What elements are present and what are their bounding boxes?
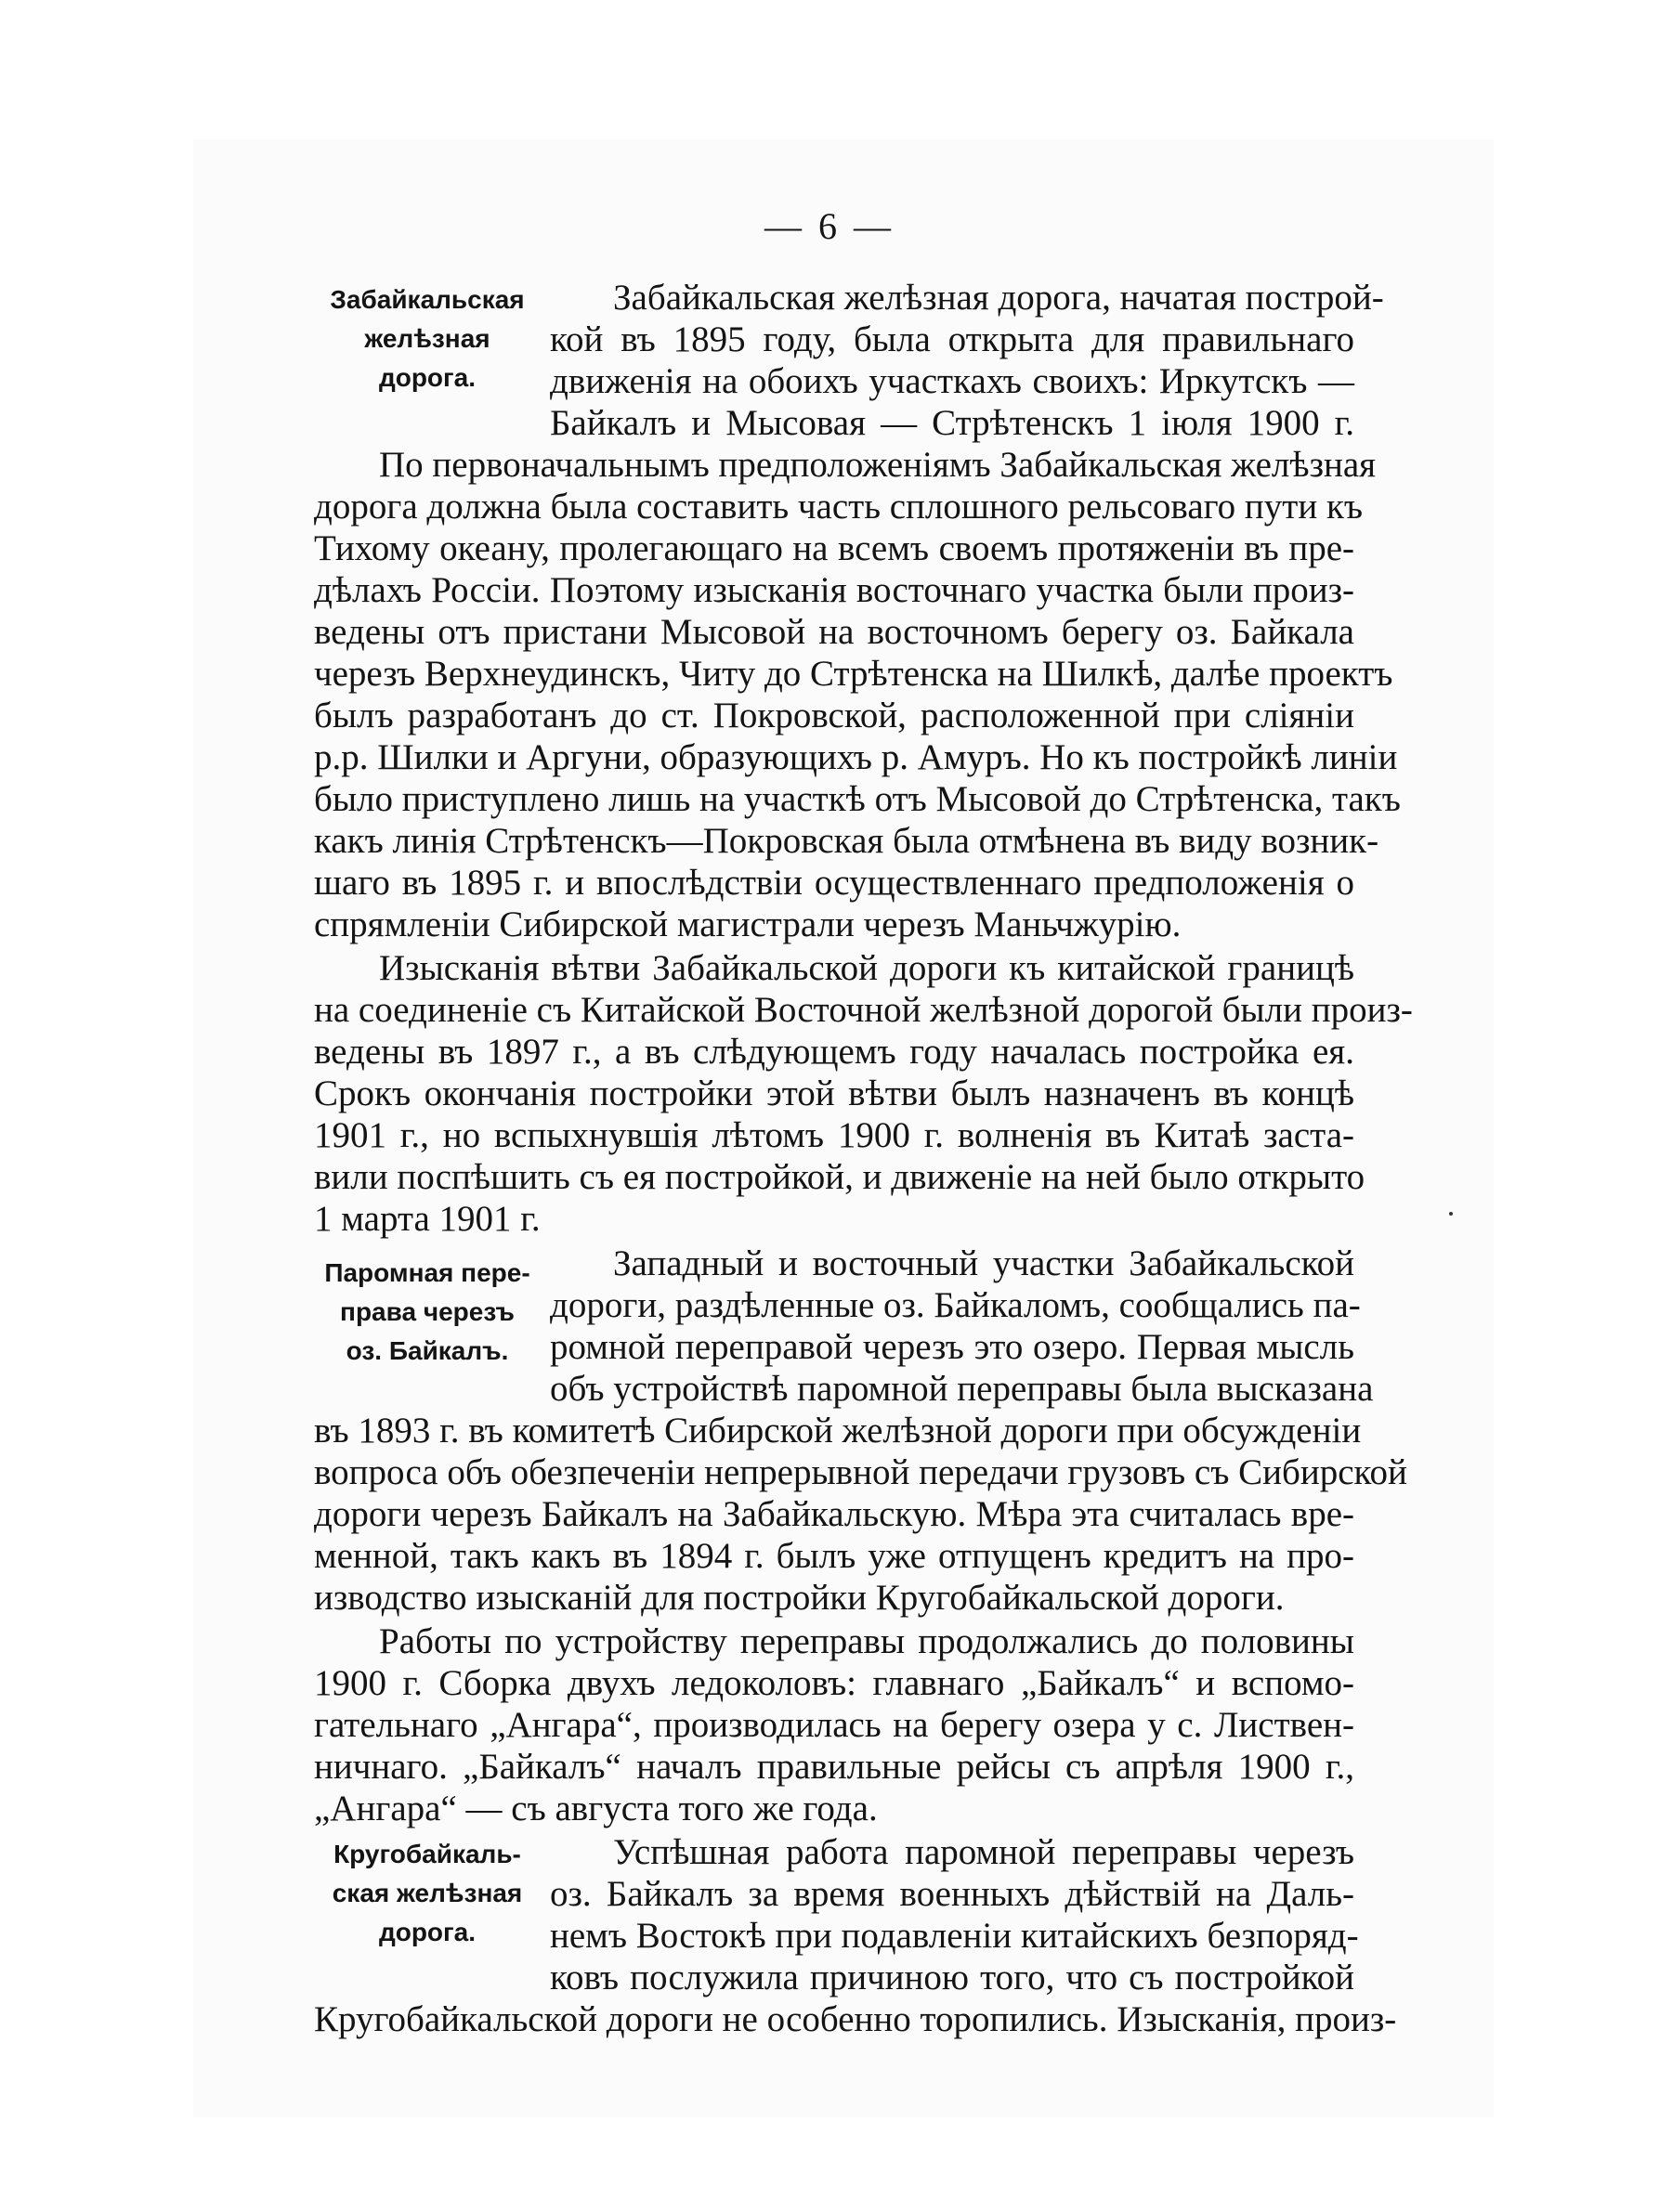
sidenote-line: ская желѣзная <box>332 1879 523 1907</box>
text-line: въ 1893 г. въ комитетѣ Сибирской желѣзной дороги при обсужденіи <box>314 1411 1362 1451</box>
text-line: Срокъ окончанія постройки этой вѣтви былъ назначенъ въ концѣ <box>314 1073 1354 1113</box>
sidenote-zabaikal-railway <box>307 280 548 397</box>
page-number: — 6 — <box>764 205 895 247</box>
text-line: движенія на обоихъ участкахъ своихъ: Иркутскъ — <box>550 361 1354 401</box>
text-line: объ устройствѣ паромной переправы была высказана <box>550 1369 1374 1409</box>
text-line: По первоначальнымъ предположеніямъ Забайкальская желѣзная <box>379 445 1377 485</box>
text-line: дѣлахъ Россіи. Поэтому изысканія восточнаго участка были произ- <box>314 570 1354 610</box>
text-line: вопроса объ обезпеченіи непрерывной передачи грузовъ съ Сибирской <box>314 1452 1407 1492</box>
text-line: дороги, раздѣленные оз. Байкаломъ, сообщались па- <box>550 1285 1361 1325</box>
text-line: гательнаго „Ангара“, производилась на берегу озера у с. Листвен- <box>314 1705 1354 1745</box>
text-line: дороги черезъ Байкалъ на Забайкальскую. Мѣра эта считалась вре- <box>314 1494 1354 1534</box>
text-line: Изысканія вѣтви Забайкальской дороги къ китайской границѣ <box>379 948 1354 988</box>
text-line: Забайкальская желѣзная дорога, начатая построй- <box>613 278 1384 318</box>
text-line: Тихому океану, пролегающаго на всемъ своемъ протяженіи въ пре- <box>314 528 1354 568</box>
text-line: ведены отъ пристани Мысовой на восточномъ берегу оз. Байкала <box>314 612 1354 652</box>
text-line: Байкалъ и Мысовая — Стрѣтенскъ 1 іюля 1900 г. <box>550 403 1354 443</box>
text-line: спрямленіи Сибирской магистрали черезъ Маньчжурію. <box>314 904 1182 944</box>
sidenote-line: Забайкальская <box>330 285 525 314</box>
sidenote-line: желѣзная <box>364 324 490 353</box>
sidenote-line: оз. Байкалъ. <box>346 1336 509 1365</box>
text-line: Работы по устройству переправы продолжались до половины <box>379 1621 1354 1661</box>
sidenote-line: дорога. <box>378 1918 477 1946</box>
text-line: р.р. Шилки и Аргуни, образующихъ р. Амуръ. Но къ постройкѣ линіи <box>314 737 1398 777</box>
text-line: дорога должна была составить часть сплошного рельсоваго пути къ <box>314 487 1364 527</box>
text-line: шаго въ 1895 г. и впослѣдствіи осуществленнаго предположенія о <box>314 863 1354 903</box>
text-line: Успѣшная работа паромной переправы черезъ <box>613 1832 1354 1872</box>
text-line: ромной переправой черезъ это озеро. Первая мысль <box>550 1327 1354 1367</box>
text-line: ковъ послужила причиною того, что съ постройкой <box>550 1958 1354 1997</box>
text-line: 1 марта 1901 г. <box>314 1199 541 1239</box>
text-line: кой въ 1895 году, была открыта для правильнаго <box>550 319 1354 359</box>
text-line: 1901 г., но вспыхнувшія лѣтомъ 1900 г. волненія въ Китаѣ заста- <box>314 1115 1354 1155</box>
sidenote-line: права черезъ <box>340 1297 515 1326</box>
text-line: какъ линія Стрѣтенскъ—Покровская была отмѣнена въ виду возник- <box>314 821 1379 861</box>
text-line: на соединеніе съ Китайской Восточной желѣзной дорогой были произ- <box>314 990 1413 1030</box>
text-line: ничнаго. „Байкалъ“ началъ правильные рейсы съ апрѣля 1900 г., <box>314 1747 1354 1787</box>
sidenote-line: Кругобайкаль- <box>333 1840 521 1868</box>
sidenote-line: Паромная пере- <box>324 1258 530 1287</box>
text-line: ведены въ 1897 г., а въ слѣдующемъ году началась постройка ея. <box>314 1032 1354 1072</box>
text-line: вили поспѣшить съ ея постройкой, и движеніе на ней было открыто <box>314 1157 1365 1197</box>
text-line: 1900 г. Сборка двухъ ледоколовъ: главнаго „Байкалъ“ и вспомо- <box>314 1663 1354 1703</box>
scan-speck <box>1449 1212 1453 1216</box>
text-line: оз. Байкалъ за время военныхъ дѣйствій на Даль- <box>550 1874 1354 1914</box>
text-line: менной, такъ какъ въ 1894 г. былъ уже отпущенъ кредитъ на про- <box>314 1536 1354 1576</box>
text-line: было приступлено лишь на участкѣ отъ Мысовой до Стрѣтенска, такъ <box>314 779 1401 819</box>
sidenote-ferry-crossing <box>307 1254 548 1371</box>
text-line: Западный и восточный участки Забайкальской <box>613 1243 1354 1283</box>
text-line: немъ Востокѣ при подавленіи китайскихъ безпоряд- <box>550 1916 1359 1956</box>
text-line: черезъ Верхнеудинскъ, Читу до Стрѣтенска на Шилкѣ, далѣе проектъ <box>314 654 1393 694</box>
sidenote-circum-baikal-railway <box>307 1835 548 1952</box>
text-line: былъ разработанъ до ст. Покровской, расположенной при сліяніи <box>314 696 1354 735</box>
text-line: Кругобайкальской дороги не особенно торопились. Изысканія, произ- <box>314 1999 1397 2039</box>
sidenote-line: дорога. <box>378 363 477 392</box>
text-line: „Ангара“ — съ августа того же года. <box>314 1789 878 1828</box>
text-line: изводство изысканій для постройки Кругобайкальской дороги. <box>314 1578 1285 1618</box>
